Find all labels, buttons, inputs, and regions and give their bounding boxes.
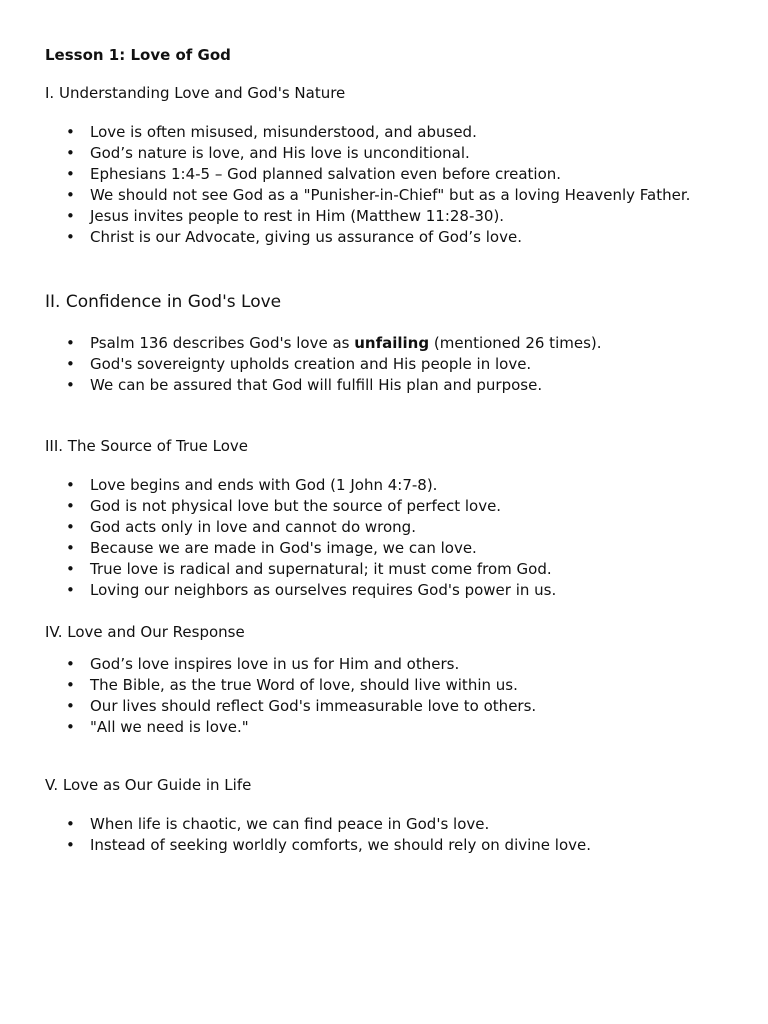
list-item [45,475,768,496]
bullet-marker: • [66,560,75,578]
list-item-text: God is not physical love but the source of perfect love. [90,497,502,515]
bullet-list-our-response [45,654,768,738]
list-item-text: God’s nature is love, and His love is unconditional. [90,144,470,162]
bullet-marker: • [66,518,75,536]
bullet-marker: • [66,355,75,373]
bullet-marker: • [66,123,75,141]
list-item-text: Jesus invites people to rest in Him (Matthew 11:28-30). [90,207,505,225]
list-item [45,835,768,856]
bullet-list-confidence [45,333,768,396]
list-item-text: Because we are made in God's image, we can love. [90,539,477,557]
list-item-text: Christ is our Advocate, giving us assurance of God’s love. [90,228,522,246]
list-item [45,580,768,601]
list-item-text: Love begins and ends with God (1 John 4:7-8). [90,476,438,494]
list-item [45,227,768,248]
list-item [45,517,768,538]
list-item [45,654,768,675]
bullet-marker: • [66,144,75,162]
list-item-text: "All we need is love." [90,718,249,736]
list-item [45,538,768,559]
list-item-text: Our lives should reflect God's immeasurable love to others. [90,697,537,715]
bullet-marker: • [66,165,75,183]
bullet-marker: • [66,539,75,557]
list-item [45,696,768,717]
list-item [45,675,768,696]
list-item [45,206,768,227]
section-heading-our-response: IV. Love and Our Response [45,623,245,641]
page-title: Lesson 1: Love of God [45,46,231,64]
list-item [45,375,768,396]
bullet-marker: • [66,376,75,394]
list-item-emphasis: unfailing [354,334,430,352]
bullet-marker: • [66,718,75,736]
list-item [45,333,768,354]
list-item-text-after: (mentioned 26 times). [429,334,602,352]
section-heading-guide-in-life: V. Love as Our Guide in Life [45,776,252,794]
section-heading-confidence: II. Confidence in God's Love [45,292,282,312]
list-item [45,559,768,580]
bullet-marker: • [66,581,75,599]
list-item-text: God’s love inspires love in us for Him and others. [90,655,460,673]
section-heading-source-of-love: III. The Source of True Love [45,437,248,455]
bullet-marker: • [66,334,75,352]
list-item-text: True love is radical and supernatural; it must come from God. [90,560,552,578]
bullet-list-guide-in-life [45,814,768,856]
list-item-text: Love is often misused, misunderstood, and abused. [90,123,477,141]
list-item-text: We should not see God as a "Punisher-in-Chief" but as a loving Heavenly Father. [90,186,691,204]
list-item-text-before: Psalm 136 describes God's love as [90,334,355,352]
list-item-text: The Bible, as the true Word of love, should live within us. [90,676,518,694]
list-item-text: Instead of seeking worldly comforts, we should rely on divine love. [90,836,592,854]
bullet-marker: • [66,228,75,246]
section-heading-understanding-love: I. Understanding Love and God's Nature [45,84,346,102]
list-item [45,164,768,185]
list-item [45,496,768,517]
list-item-text: Loving our neighbors as ourselves requires God's power in us. [90,581,557,599]
list-item [45,814,768,835]
bullet-marker: • [66,476,75,494]
list-item-text: We can be assured that God will fulfill His plan and purpose. [90,376,543,394]
bullet-marker: • [66,676,75,694]
list-item [45,185,768,206]
list-item-text: God's sovereignty upholds creation and His people in love. [90,355,532,373]
bullet-list-source-of-love [45,475,768,601]
bullet-marker: • [66,497,75,515]
bullet-marker: • [66,207,75,225]
list-item [45,122,768,143]
list-item-text: God acts only in love and cannot do wrong. [90,518,416,536]
bullet-marker: • [66,186,75,204]
list-item-text: When life is chaotic, we can find peace in God's love. [90,815,490,833]
list-item-text: Ephesians 1:4-5 – God planned salvation even before creation. [90,165,562,183]
bullet-marker: • [66,697,75,715]
bullet-marker: • [66,815,75,833]
list-item [45,717,768,738]
bullet-list-understanding-love [45,122,768,248]
list-item [45,354,768,375]
bullet-marker: • [66,655,75,673]
list-item [45,143,768,164]
bullet-marker: • [66,836,75,854]
